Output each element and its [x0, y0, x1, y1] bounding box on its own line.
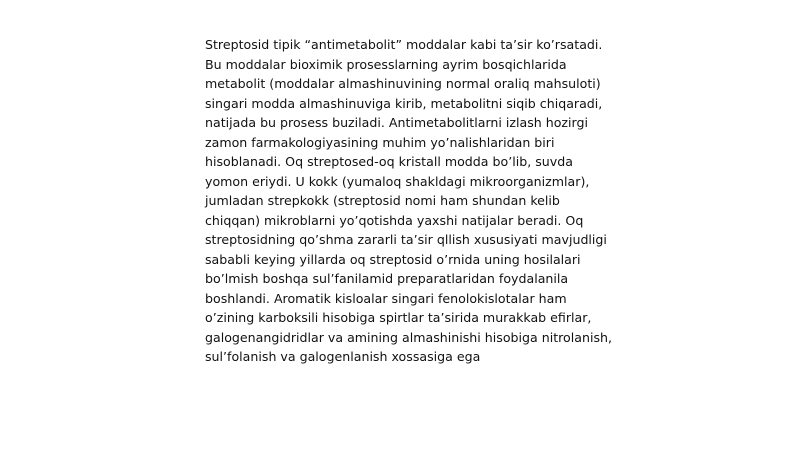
text-line-4: singari modda almashinuviga kirib, metabolitni siqib chiqaradi, [205, 95, 603, 111]
text-line-5: natijada bu prosess buziladi. Antimetabolitlarni izlash hozirgi [205, 115, 588, 130]
body-paragraph [205, 35, 613, 367]
text-line-15: o’zining karboksili hisobiga spirtlar ta’sirida murakkab efirlar, [205, 310, 592, 325]
text-line-11: streptosidning qo’shma zararli ta’sir qllish xususiyati mavjudligi [205, 232, 607, 247]
text-line-6: zamon farmakologiyasining muhim yo’nalishlaridan biri [205, 134, 555, 150]
text-line-12: sababli keying yillarda oq streptosid o’rnida uning hosilalari [205, 251, 581, 267]
text-line-3: metabolit (moddalar almashinuvining normal oraliq mahsuloti) [205, 76, 601, 91]
text-line-10: chiqqan) mikroblarni yo’qotishda yaxshi natijalar beradi. Oq [205, 212, 584, 228]
text-line-1: Streptosid tipik “antimetabolit” moddalar kabi ta’sir ko’rsatadi. [205, 37, 603, 52]
text-line-2: Bu moddalar bioximik prosesslarning ayrim bosqichlarida [205, 56, 567, 72]
text-line-16: galogenangidridlar va amining almashinishi hisobiga nitrolanish, [205, 329, 613, 345]
text-line-17: sul’folanish va galogenlanish xossasiga ega [205, 349, 481, 364]
text-line-9: jumladan strepkokk (streptosid nomi ham shundan kelib [205, 193, 560, 208]
text-line-14: boshlandi. Aromatik kisloalar singari fenolokislotalar ham [205, 290, 567, 306]
text-line-8: yomon eriydi. U kokk (yumaloq shakldagi mikroorganizmlar), [205, 173, 590, 189]
text-line-13: bo’lmish boshqa sul’fanilamid preparatlaridan foydalanila [205, 271, 569, 286]
text-line-7: hisoblanadi. Oq streptosed-oq kristall modda bo’lib, suvda [205, 154, 573, 169]
